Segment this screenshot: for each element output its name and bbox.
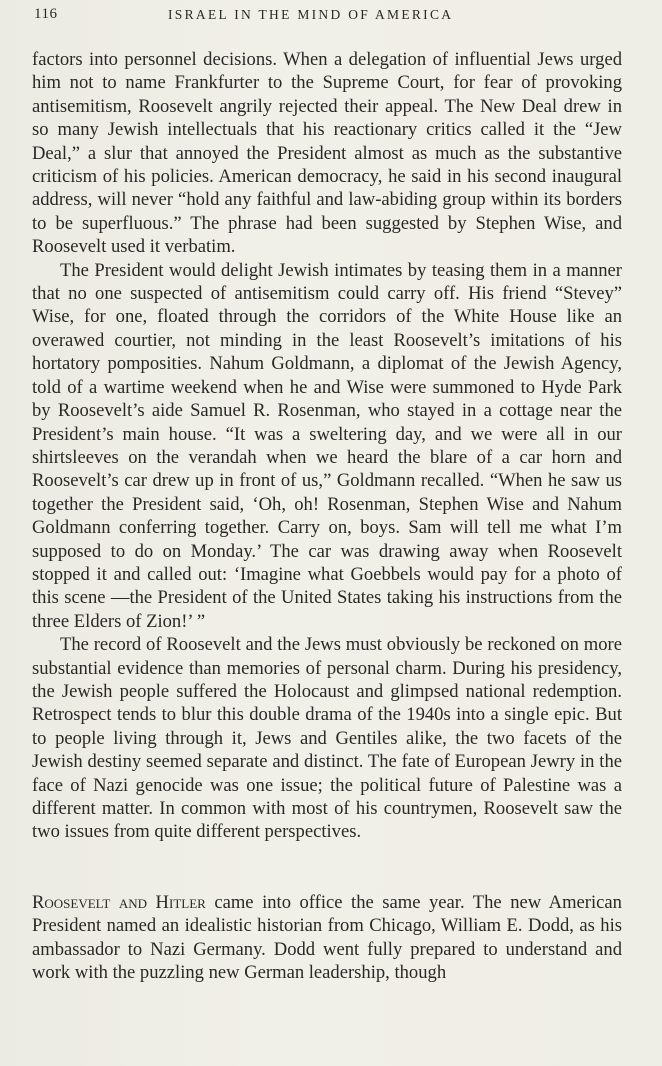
body-text	[32, 48, 622, 984]
paragraph-new-section	[32, 891, 622, 985]
section-lead-in: Roosevelt and Hitler	[32, 891, 206, 913]
page-header	[34, 6, 624, 28]
paragraph-continued: factors into personnel decisions. When a delegation of influential Jews urged him not to name Frankfurter to the Supreme Court, for fear of provoking antisemitism, Roosevelt angrily rejected their appeal. The New Deal drew in so many Jewish intellectuals that his reactionary critics called it the “Jew Deal,” a slur that annoyed the President almost as much as the substantive criticism of his policies. American democracy, he said in his second inaugural address, will never “hold any faithful and law-abiding group within its borders to be superfluous.” The phrase had been suggested by Stephen Wise, and Roosevelt used it verbatim.	[32, 49, 622, 258]
page-number: 116	[34, 6, 58, 22]
paragraph-goldmann-anecdote: The President would delight Jewish intimates by teasing them in a manner that no one suspected of antisemitism could carry off. His friend “Stevey” Wise, for one, floated through the corridors of the White House like an overawed courtier, not minding in the least Roosevelt’s imitations of his hortatory pomposities. Nahum Goldmann, a diplomat of the Jewish Agency, told of a wartime weekend when he and Wise were summoned to Hyde Park by Roosevelt’s aide Samuel R. Rosenman, who stayed in a cottage near the President’s main house. “It was a sweltering day, and we were all in our shirtsleeves on the verandah when we heard the blare of a car horn and Roosevelt’s car drew up in front of us,” Goldmann recalled. “When he saw us together the President said, ‘Oh, oh! Rosenman, Stephen Wise and Nahum Goldmann conferring together. Carry on, boys. Sam will tell me what I’m supposed to do on Monday.’ The car was drawing away when Roosevelt stopped it and called out: ‘Imagine what Goebbels would pay for a photo of this scene —the President of the United States taking his instructions from the three Elders of Zion!’ ”	[32, 259, 622, 632]
paragraph-record: The record of Roosevelt and the Jews must obviously be reckoned on more substantial evidence than memories of personal charm. During his presidency, the Jewish people suffered the Holocaust and glimpsed national redemption. Retrospect tends to blur this double drama of the 1940s into a single epic. But to people living through it, Jews and Gentiles alike, the two facets of the Jewish destiny seemed separate and distinct. The fate of European Jewry in the face of Nazi genocide was one issue; the political future of Palestine was a different matter. In common with most of his countrymen, Roosevelt saw the two issues from quite different perspectives.	[32, 634, 622, 843]
section-break	[32, 844, 622, 891]
running-head: ISRAEL IN THE MIND OF AMERICA	[168, 7, 454, 22]
section-text: came into office the same year. The new American President named an idealistic historian from Chicago, William E. Dodd, as his ambassador to Nazi Germany. Dodd went fully prepared to understand and work with the puzzling new German leadership, though	[32, 891, 622, 984]
